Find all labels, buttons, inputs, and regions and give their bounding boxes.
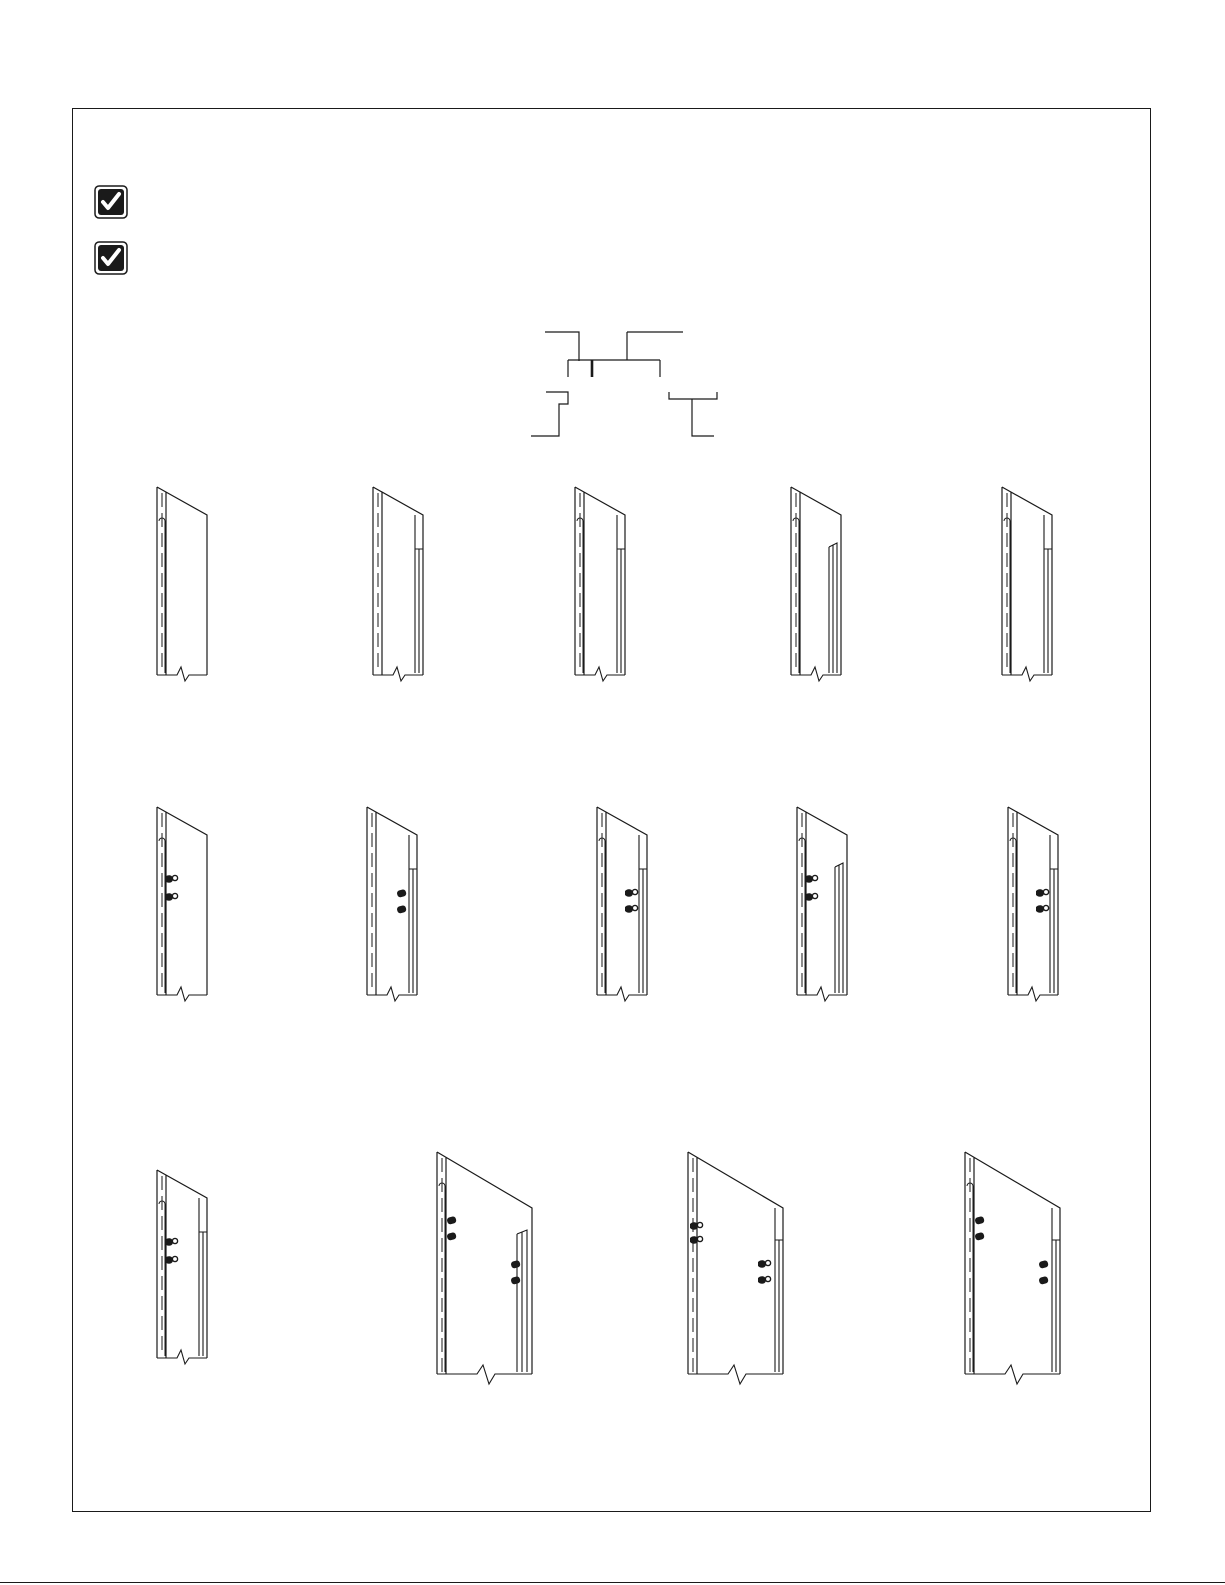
profile-r2-3 [597, 807, 647, 1001]
profile-r2-1 [157, 807, 207, 1001]
profile-r2-4 [797, 807, 847, 1001]
profile-r3-1 [157, 1170, 207, 1364]
profile-r3-4 [965, 1152, 1060, 1384]
profile-r1-2 [373, 487, 423, 681]
profile-r1-5 [1002, 487, 1052, 681]
profile-r1-4 [791, 487, 841, 681]
profile-r1-1 [157, 487, 207, 681]
leader-diagram [531, 332, 717, 436]
profile-r1-3 [575, 487, 625, 681]
profile-r2-5 [1008, 807, 1058, 1001]
profile-r3-2 [437, 1152, 532, 1384]
profile-r2-2 [367, 807, 417, 1001]
profile-r3-3 [688, 1152, 783, 1384]
